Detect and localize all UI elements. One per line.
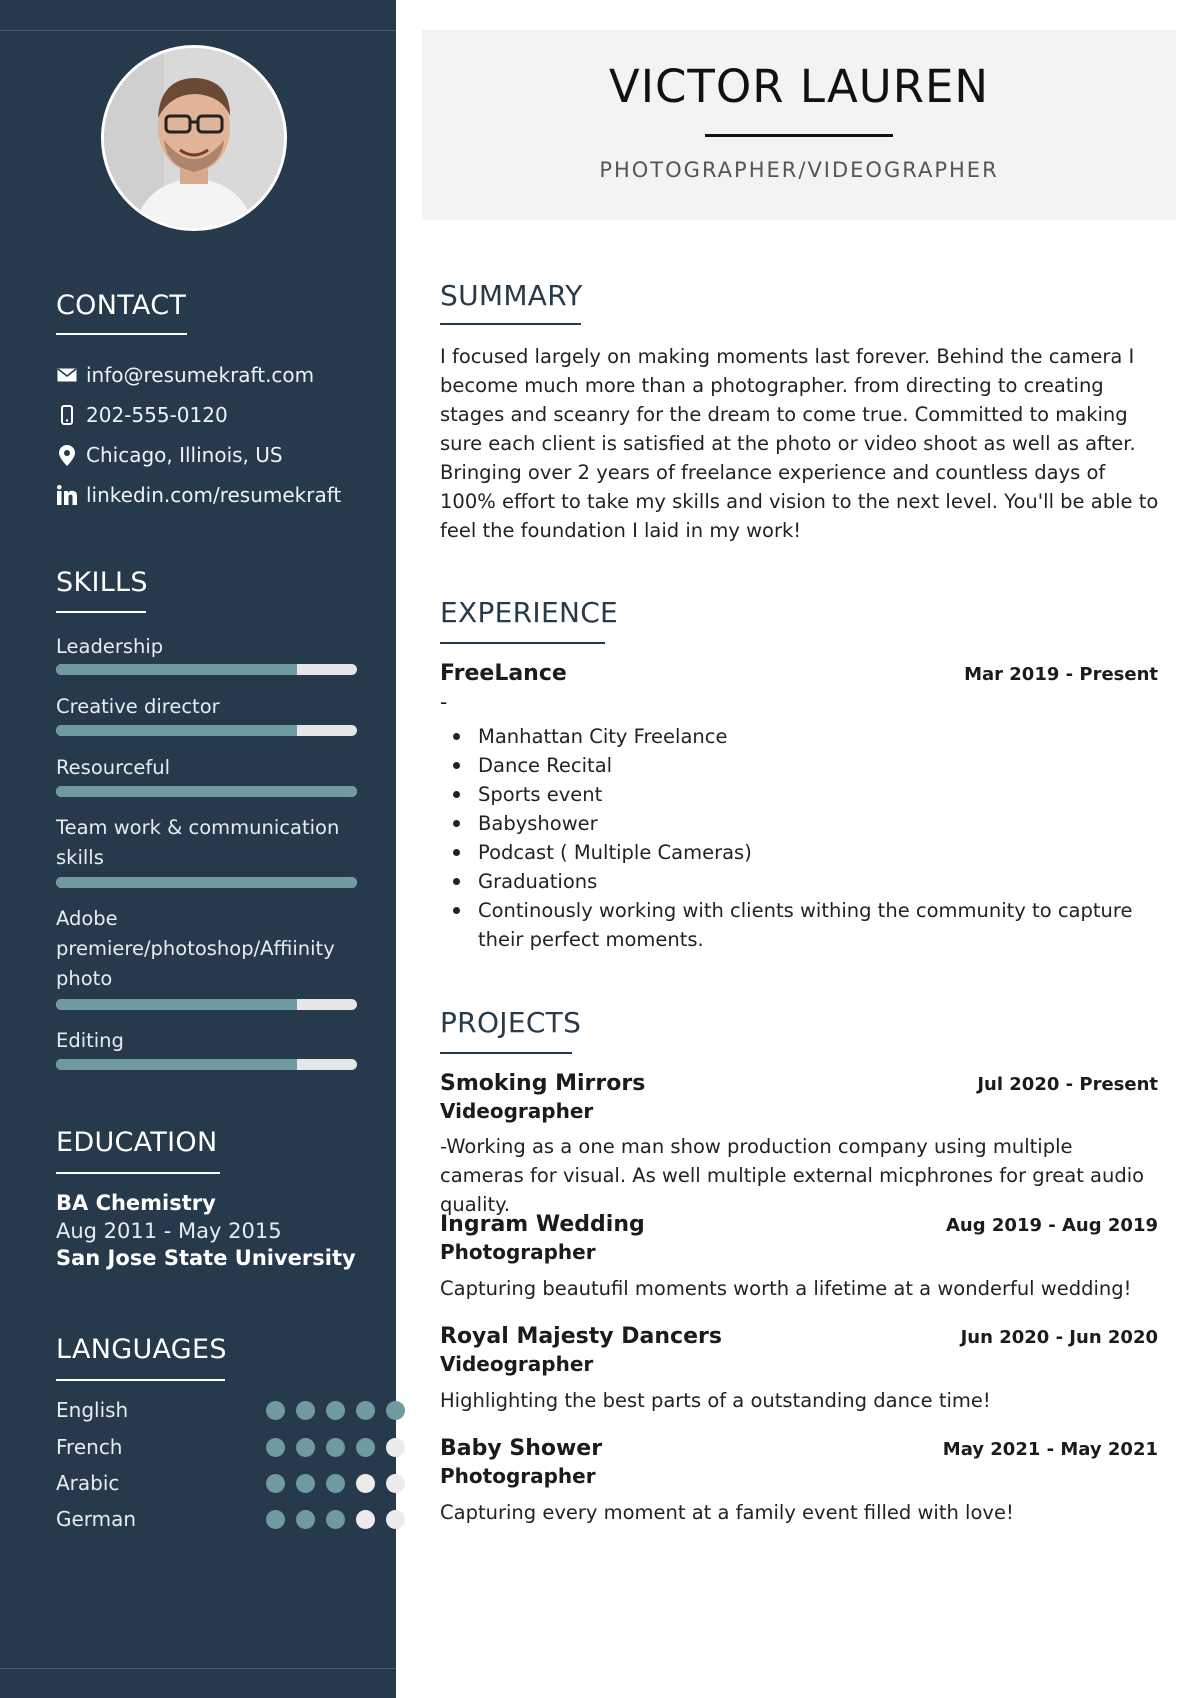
projects-underline bbox=[440, 1052, 572, 1054]
language-dot-filled bbox=[356, 1438, 375, 1457]
skill-bar bbox=[56, 1059, 357, 1070]
project-description: Capturing every moment at a family event filled with love! bbox=[440, 1501, 1014, 1524]
experience-bullet: Babyshower bbox=[440, 809, 1162, 838]
sidebar bbox=[0, 0, 396, 1698]
project-name: Baby Shower bbox=[440, 1436, 603, 1461]
language-level-dots bbox=[266, 1510, 416, 1529]
language-dot-filled bbox=[326, 1438, 345, 1457]
skill-bar bbox=[56, 786, 357, 797]
languages-heading: LANGUAGES bbox=[56, 1334, 227, 1365]
projects-heading: PROJECTS bbox=[440, 1006, 582, 1039]
language-dot-filled bbox=[356, 1401, 375, 1420]
contact-phone-text: 202-555-0120 bbox=[86, 403, 228, 427]
contact-underline bbox=[56, 333, 187, 335]
language-dot-empty bbox=[386, 1510, 405, 1529]
education-degree: BA Chemistry bbox=[56, 1191, 216, 1215]
language-dot-filled bbox=[386, 1401, 405, 1420]
language-dot-filled bbox=[266, 1474, 285, 1493]
language-dot-filled bbox=[296, 1401, 315, 1420]
skills-heading: SKILLS bbox=[56, 567, 148, 598]
language-level-dots bbox=[266, 1438, 416, 1457]
skill-bar bbox=[56, 999, 357, 1010]
skill-label: Editing bbox=[56, 1029, 124, 1052]
experience-dates: Mar 2019 - Present bbox=[964, 664, 1158, 685]
experience-bullet: Podcast ( Multiple Cameras) bbox=[440, 838, 1162, 867]
project-role: Photographer bbox=[440, 1464, 596, 1488]
project-description: Capturing beautufil moments worth a lifetime at a wonderful wedding! bbox=[440, 1277, 1132, 1300]
contact-linkedin-text: linkedin.com/resumekraft bbox=[86, 483, 342, 507]
skill-bar bbox=[56, 664, 357, 675]
name-divider bbox=[705, 134, 893, 137]
project-dates: May 2021 - May 2021 bbox=[942, 1439, 1158, 1460]
education-underline bbox=[56, 1172, 220, 1174]
skills-underline bbox=[56, 611, 146, 613]
summary-underline bbox=[440, 323, 581, 325]
experience-company: - bbox=[440, 690, 448, 714]
experience-bullet: Graduations bbox=[440, 867, 1162, 896]
skill-label: Adobe premiere/photoshop/Affiinity photo bbox=[56, 907, 335, 990]
contact-heading: CONTACT bbox=[56, 290, 187, 321]
skill-bar-fill bbox=[56, 786, 357, 797]
sidebar-top-divider bbox=[0, 30, 396, 31]
languages-underline bbox=[56, 1379, 225, 1381]
language-row bbox=[56, 1504, 356, 1534]
skill-bar-fill bbox=[56, 1059, 297, 1070]
language-dot-filled bbox=[296, 1474, 315, 1493]
language-dot-filled bbox=[266, 1510, 285, 1529]
experience-heading: EXPERIENCE bbox=[440, 596, 619, 629]
summary-heading: SUMMARY bbox=[440, 279, 583, 312]
phone-icon bbox=[56, 404, 78, 426]
experience-bullet: Manhattan City Freelance bbox=[440, 722, 1162, 751]
experience-role: FreeLance bbox=[440, 661, 567, 686]
skill-bar-fill bbox=[56, 999, 297, 1010]
language-dot-filled bbox=[266, 1438, 285, 1457]
skill-bar-fill bbox=[56, 664, 297, 675]
experience-bullet: Dance Recital bbox=[440, 751, 1162, 780]
summary-text: I focused largely on making moments last forever. Behind the camera I become much more than a photographer. from directing to creating stages and sceanry for the dream to come true. Committed to making sure each client is satisfied at the photo or video shoot as well as after. Bringing over 2 years of freelance experience and countless days of 100% effort to take my skills and vision to the next level. You'll be able to feel the foundation I laid in my work! bbox=[440, 345, 1159, 542]
candidate-name: VICTOR LAUREN bbox=[608, 60, 990, 113]
language-row bbox=[56, 1395, 356, 1425]
language-level-dots bbox=[266, 1401, 416, 1420]
skill-label: Leadership bbox=[56, 635, 164, 658]
language-name: French bbox=[56, 1435, 123, 1459]
experience-bullet: Sports event bbox=[440, 780, 1162, 809]
skill-label: Creative director bbox=[56, 695, 220, 718]
project-dates: Jun 2020 - Jun 2020 bbox=[960, 1327, 1158, 1348]
education-school: San Jose State University bbox=[56, 1246, 356, 1270]
contact-location bbox=[56, 440, 283, 470]
experience-underline bbox=[440, 642, 605, 644]
project-description: -Working as a one man show production company using multiple cameras for visual. As well multiple external micphrones for great audio quality. bbox=[440, 1135, 1145, 1216]
language-row bbox=[56, 1432, 356, 1462]
language-dot-filled bbox=[326, 1474, 345, 1493]
project-role: Photographer bbox=[440, 1240, 596, 1264]
project-name: Ingram Wedding bbox=[440, 1212, 645, 1237]
language-dot-empty bbox=[386, 1438, 405, 1457]
language-dot-filled bbox=[296, 1510, 315, 1529]
project-dates: Aug 2019 - Aug 2019 bbox=[946, 1215, 1158, 1236]
language-level-dots bbox=[266, 1474, 416, 1493]
language-dot-empty bbox=[386, 1474, 405, 1493]
project-description: Highlighting the best parts of a outstanding dance time! bbox=[440, 1389, 991, 1412]
language-name: Arabic bbox=[56, 1471, 120, 1495]
avatar bbox=[101, 45, 287, 231]
contact-email[interactable] bbox=[56, 360, 314, 390]
education-dates: Aug 2011 - May 2015 bbox=[56, 1219, 282, 1243]
linkedin-icon bbox=[56, 484, 78, 506]
contact-email-text: info@resumekraft.com bbox=[86, 363, 315, 387]
skill-bar-fill bbox=[56, 725, 297, 736]
name-header-box bbox=[422, 30, 1176, 220]
language-dot-filled bbox=[326, 1510, 345, 1529]
project-name: Smoking Mirrors bbox=[440, 1071, 646, 1096]
language-dot-filled bbox=[266, 1401, 285, 1420]
skill-bar bbox=[56, 725, 357, 736]
project-dates: Jul 2020 - Present bbox=[977, 1074, 1158, 1095]
contact-location-text: Chicago, Illinois, US bbox=[86, 443, 283, 467]
map-pin-icon bbox=[56, 444, 78, 466]
language-dot-filled bbox=[296, 1438, 315, 1457]
skill-bar bbox=[56, 877, 357, 888]
language-row bbox=[56, 1468, 356, 1498]
language-dot-empty bbox=[356, 1474, 375, 1493]
sidebar-bottom-divider bbox=[0, 1668, 396, 1669]
envelope-icon bbox=[56, 364, 78, 386]
experience-bullet: Continously working with clients withing the community to capture their perfect moments. bbox=[440, 896, 1162, 954]
language-dot-filled bbox=[326, 1401, 345, 1420]
contact-phone[interactable] bbox=[56, 400, 228, 430]
project-name: Royal Majesty Dancers bbox=[440, 1324, 722, 1349]
language-name: English bbox=[56, 1398, 129, 1422]
contact-linkedin[interactable] bbox=[56, 480, 341, 510]
language-name: German bbox=[56, 1507, 137, 1531]
skill-label: Resourceful bbox=[56, 756, 171, 779]
project-role: Videographer bbox=[440, 1352, 594, 1376]
skill-label: Team work & communication skills bbox=[56, 816, 340, 869]
experience-bullets bbox=[440, 722, 1162, 954]
skill-bar-fill bbox=[56, 877, 357, 888]
language-dot-empty bbox=[356, 1510, 375, 1529]
education-heading: EDUCATION bbox=[56, 1127, 218, 1158]
project-role: Videographer bbox=[440, 1099, 594, 1123]
candidate-title: PHOTOGRAPHER/VIDEOGRAPHER bbox=[599, 158, 999, 182]
